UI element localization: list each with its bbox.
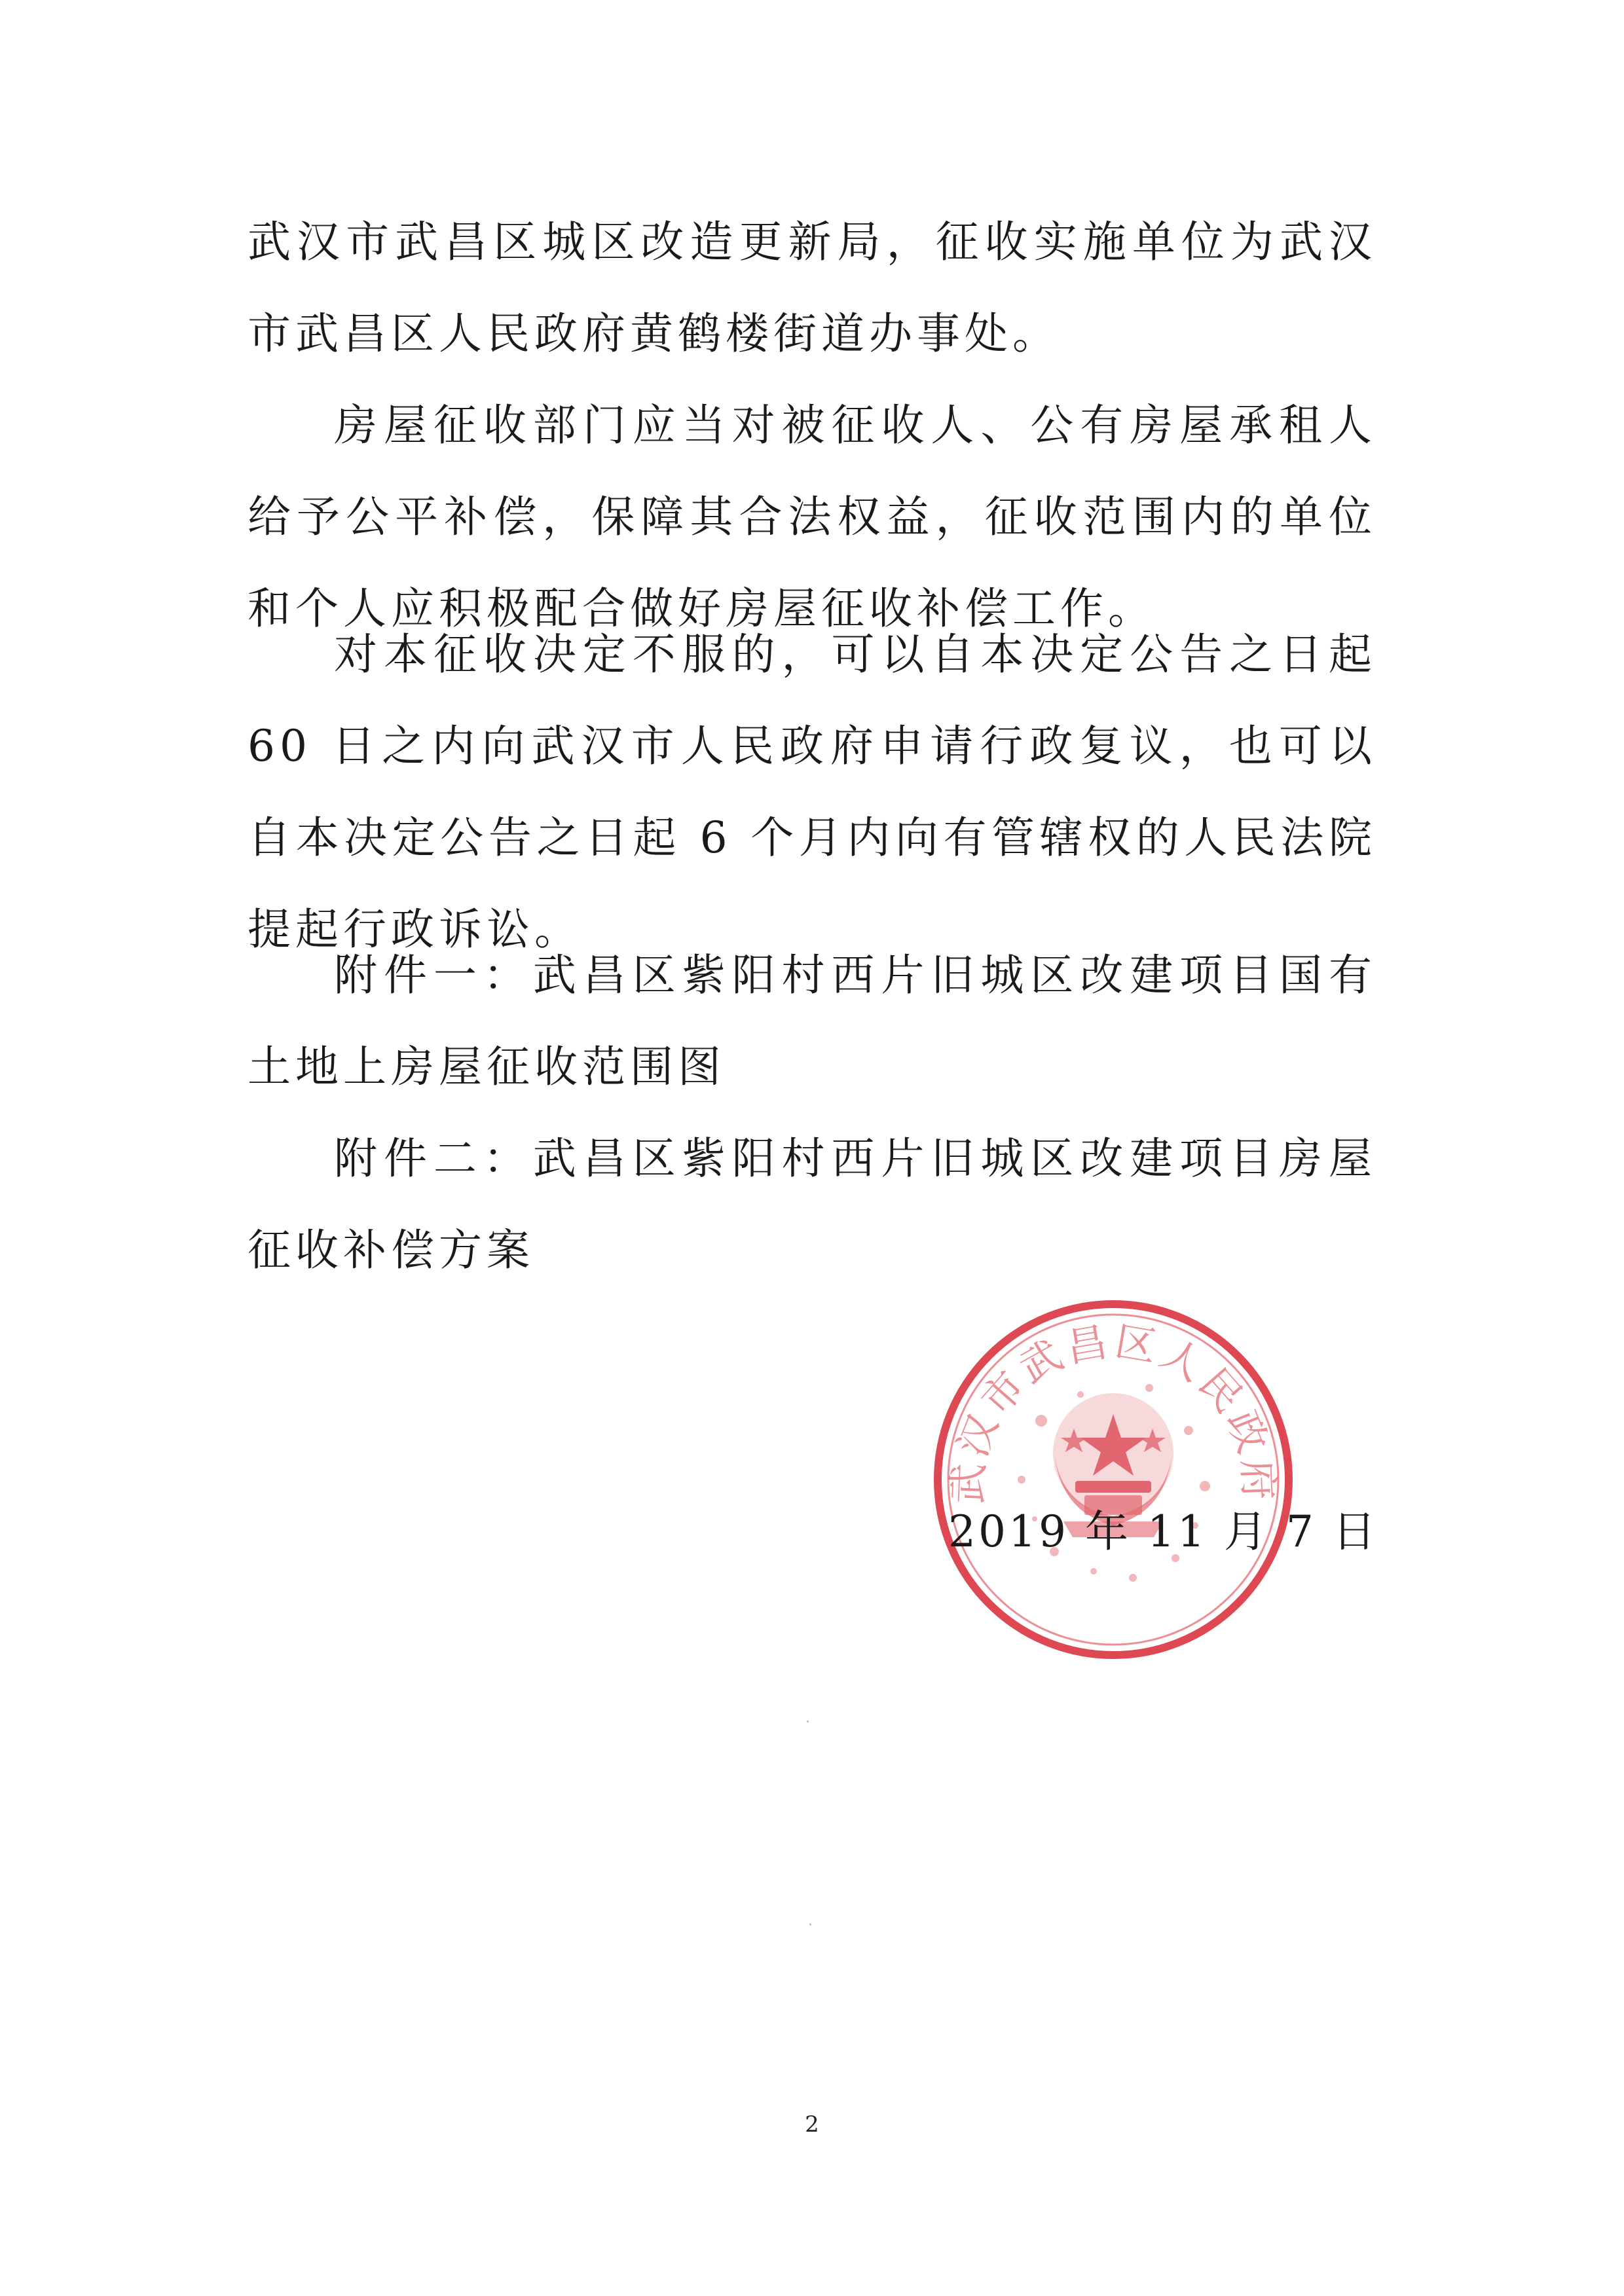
attachment-one: 附件一：武昌区紫阳村西片旧城区改建项目国有土地上房屋征收范围图 xyxy=(248,950,1376,1092)
page-number: 2 xyxy=(805,2111,819,2138)
paragraph-continuation: 武汉市武昌区城区改造更新局，征收实施单位为武汉市武昌区人民政府黄鹤楼街道办事处。 xyxy=(248,217,1376,359)
paragraph-fair-compensation: 房屋征收部门应当对被征收人、公有房屋承租人给予公平补偿，保障其合法权益，征收范围内的单位和个人应积极配合做好房屋征收补偿工作。 xyxy=(248,400,1376,634)
official-seal-icon xyxy=(923,1290,1303,1669)
paragraph-appeal-rights: 对本征收决定不服的，可以自本决定公告之日起 60 日之内向武汉市人民政府申请行政复议，也可以自本决定公告之日起 6 个月内向有管辖权的人民法院提起行政诉讼。 xyxy=(248,629,1376,955)
scan-speck xyxy=(809,1923,811,1925)
svg-text:武汉市武昌区人民政府: 武汉市武昌区人民政府 xyxy=(943,1317,1283,1505)
scan-speck xyxy=(807,1721,809,1722)
issue-date: 2019 年 11 月 7 日 xyxy=(948,1506,1378,1557)
attachment-two: 附件二：武昌区紫阳村西片旧城区改建项目房屋征收补偿方案 xyxy=(248,1133,1376,1275)
